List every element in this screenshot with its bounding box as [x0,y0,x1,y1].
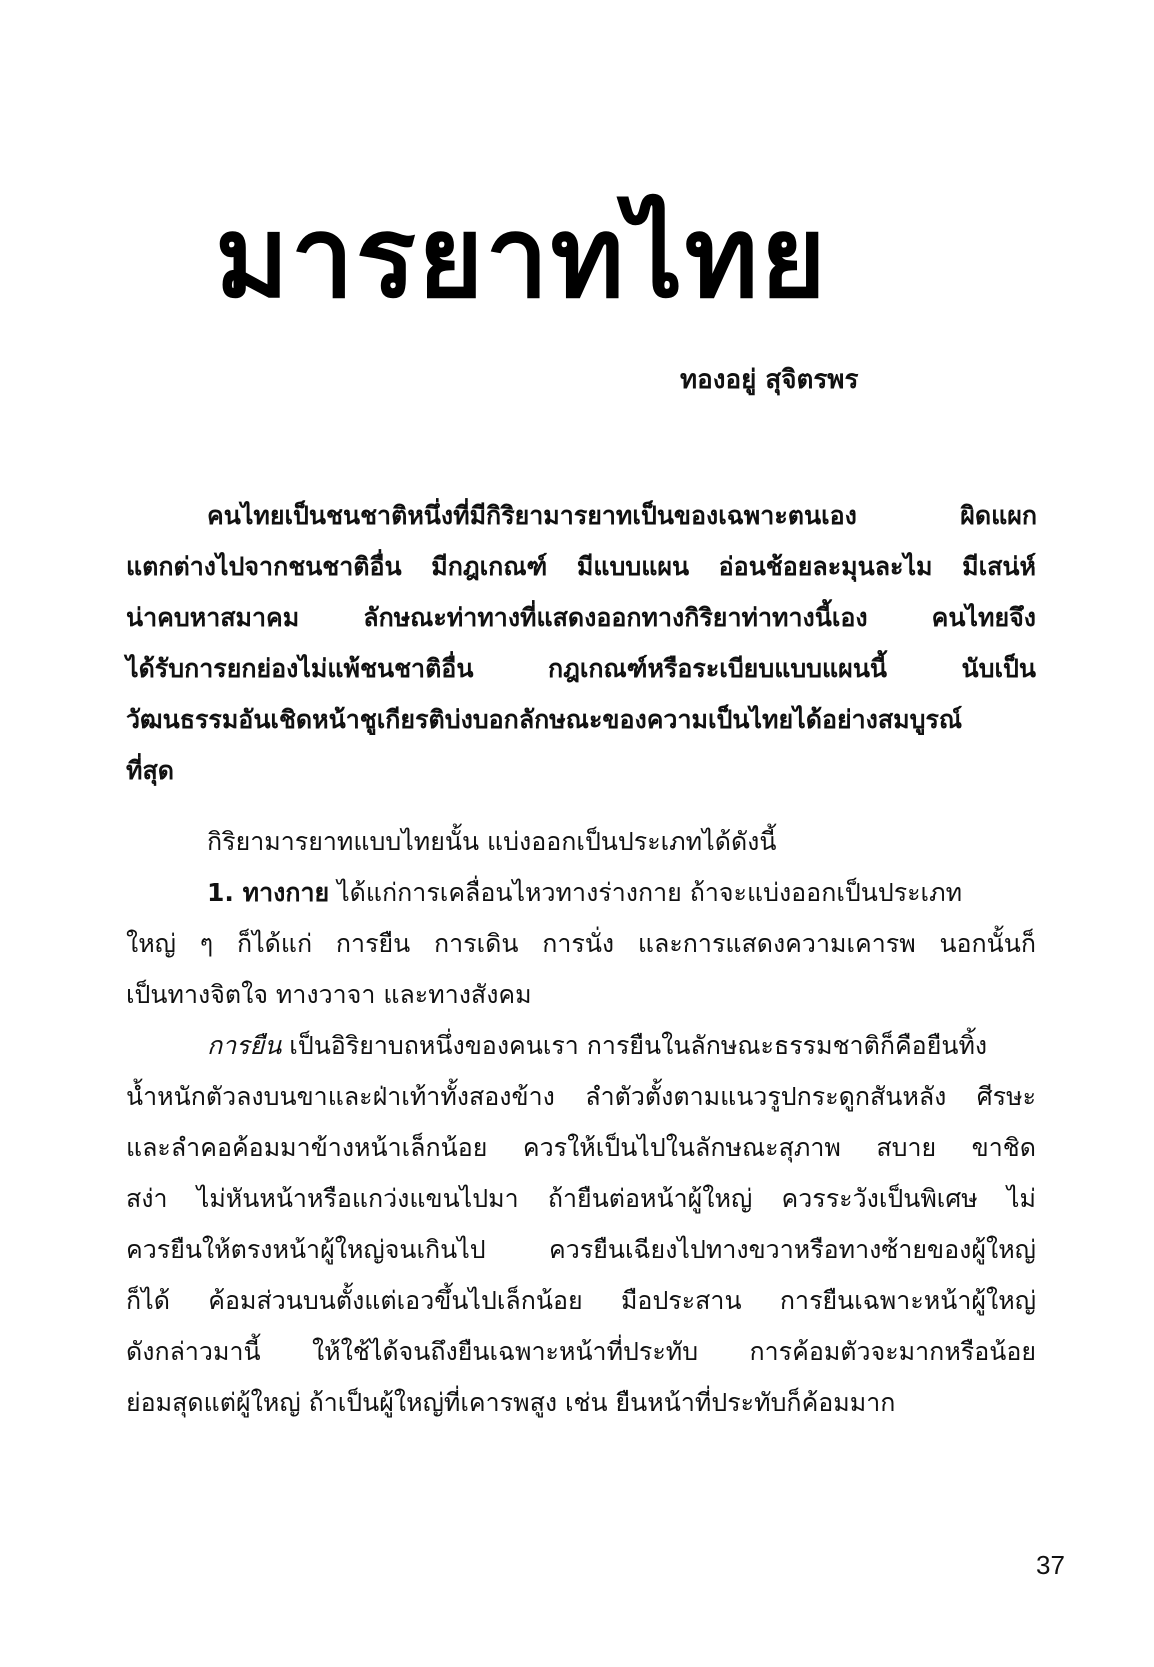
intro-line-3: น่าคบหาสมาคม ลักษณะท่าทางที่แสดงออกทางกิริยาท่าทางนี้เอง คนไทยจึง [126,603,1036,632]
page-number: 37 [1036,1550,1065,1580]
standing-line-4: สง่า ไม่หันหน้าหรือแกว่งแขนไปมา ถ้ายืนต่อหน้าผู้ใหญ่ ควรระวังเป็นพิเศษ ไม่ [126,1184,1036,1213]
intro-line-5: วัฒนธรรมอันเชิดหน้าชูเกียรติบ่งบอกลักษณะของความเป็นไทยได้อย่างสมบูรณ์ [126,705,963,734]
standing-line-3: และลำคอค้อมมาข้างหน้าเล็กน้อย ควรให้เป็นไปในลักษณะสุภาพ สบาย ขาชิด [126,1133,1036,1162]
standing-line-1 [207,1026,1037,1066]
standing-line-7: ดังกล่าวมานี้ ให้ใช้ได้จนถึงยืนเฉพาะหน้าที่ประทับ การค้อมตัวจะมากหรือน้อย [126,1337,1036,1366]
item1-line-2: ใหญ่ ๆ ก็ได้แก่ การยืน การเดิน การนั่ง และการแสดงความเคารพ นอกนั้นก็ [126,929,1036,958]
standing-first-rest: เป็นอิริยาบถหนึ่งของคนเรา การยืนในลักษณะธรรมชาติก็คือยืนทิ้ง [289,1031,988,1060]
standing-line-6: ก็ได้ ค้อมส่วนบนตั้งแต่เอวขึ้นไปเล็กน้อย มือประสาน การยืนเฉพาะหน้าผู้ใหญ่ [126,1286,1036,1315]
section-intro: กิริยามารยาทแบบไทยนั้น แบ่งออกเป็นประเภทได้ดังนี้ [207,827,777,856]
standing-line-5: ควรยืนให้ตรงหน้าผู้ใหญ่จนเกินไป ควรยืนเฉียงไปทางขวาหรือทางซ้ายของผู้ใหญ่ [126,1235,1036,1264]
item1-line-3: เป็นทางจิตใจ ทางวาจา และทางสังคม [126,980,532,1009]
item1-number: 1. ทางกาย [207,878,330,907]
page-title: มารยาทไทย [215,193,828,323]
intro-line-4: ได้รับการยกย่องไม่แพ้ชนชาติอื่น กฎเกณฑ์หรือระเบียบแบบแผนนี้ นับเป็น [126,654,1036,683]
author-name: ทองอยู่ สุจิตรพร [680,365,859,395]
intro-line-2: แตกต่างไปจากชนชาติอื่น มีกฎเกณฑ์ มีแบบแผน อ่อนช้อยละมุนละไม มีเสน่ห์ [126,552,1036,581]
intro-line-6: ที่สุด [126,756,174,785]
intro-line-1: คนไทยเป็นชนชาติหนึ่งที่มีกิริยามารยาทเป็นของเฉพาะตนเอง ผิดแผก [207,501,1037,530]
standing-term: การยืน [207,1031,282,1060]
item1-line-1 [207,873,1037,913]
standing-line-8: ย่อมสุดแต่ผู้ใหญ่ ถ้าเป็นผู้ใหญ่ที่เคารพสูง เช่น ยืนหน้าที่ประทับก็ค้อมมาก [126,1388,896,1417]
standing-line-2: น้ำหนักตัวลงบนขาและฝ่าเท้าทั้งสองข้าง ลำตัวตั้งตามแนวรูปกระดูกสันหลัง ศีรษะ [126,1082,1036,1111]
item1-rest: ได้แก่การเคลื่อนไหวทางร่างกาย ถ้าจะแบ่งออกเป็นประเภท [337,878,963,907]
